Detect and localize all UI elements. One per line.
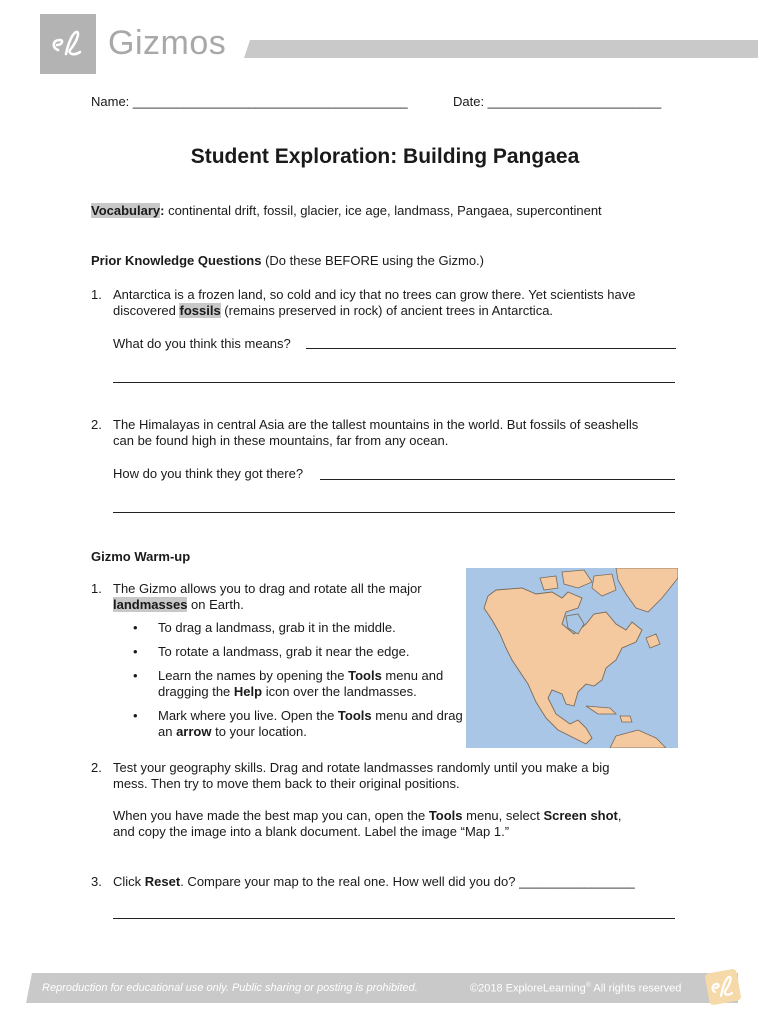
reset-ref: Reset (144, 874, 181, 889)
prior-knowledge-heading (91, 253, 484, 268)
el-logo-icon (48, 28, 88, 62)
warmup-q2-para2 (113, 808, 683, 840)
bullet-icon: • (133, 708, 138, 723)
prior-q1-line1: Antarctica is a frozen land, so cold and icy that no trees can grow there. Yet scientists have (113, 287, 636, 302)
arrow-ref: arrow (176, 724, 212, 739)
north-america-map (466, 568, 678, 748)
q3-post: . Compare your map to the real one. How well did you do? ________________ (180, 874, 635, 889)
warmup-q1-line1: The Gizmo allows you to drag and rotate all the major (113, 581, 422, 596)
fossils-term: fossils (179, 303, 221, 318)
q3-pre: Click (113, 874, 145, 889)
prior-q2-number: 2. (91, 417, 102, 432)
q2-p2-pre: When you have made the best map you can, open the (113, 808, 429, 823)
footer-disclaimer: Reproduction for educational use only. Public sharing or posting is prohibited. (42, 982, 418, 994)
warmup-q1-number: 1. (91, 581, 102, 596)
footer-copyright (470, 982, 681, 995)
prior-q2-answer-line[interactable] (320, 479, 675, 480)
warmup-q3-text (113, 874, 683, 890)
date-field: Date: ________________________ (453, 94, 662, 109)
bullet-icon: • (133, 620, 138, 635)
prior-q1-answer-line-2[interactable] (113, 382, 675, 383)
bullet-icon: • (133, 644, 138, 659)
warmup-bullet-list (113, 620, 473, 748)
bullet-text-drag: To drag a landmass, grab it in the middle. (158, 620, 396, 635)
screen-shot-ref: Screen shot (543, 808, 618, 823)
warmup-q1-line2-post: on Earth. (187, 597, 244, 612)
warmup-q2-para2-line2: and copy the image into a blank document. Label the image “Map 1.” (113, 824, 510, 839)
list-item (113, 644, 473, 660)
el-corner-logo-icon (702, 966, 744, 1008)
warmup-q2-number: 2. (91, 760, 102, 775)
vocabulary-terms: continental drift, fossil, glacier, ice age, landmass, Pangaea, supercontinent (164, 203, 602, 218)
bullet-text-mark-post: to your location. (211, 724, 307, 739)
registered-mark: ® (585, 982, 591, 989)
rights-text: All rights reserved (590, 982, 682, 995)
warmup-q3-answer-line[interactable] (113, 918, 675, 919)
bullet-text-mark-pre: Mark where you live. Open the (158, 708, 338, 723)
bullet-text-learn-pre: Learn the names by opening the (158, 668, 349, 683)
warmup-q2-line2: mess. Then try to move them back to their original positions. (113, 776, 460, 791)
warmup-q2-text (113, 760, 683, 792)
q2-p2-comma: , (617, 808, 622, 823)
prior-q1-line2-pre: discovered (113, 303, 180, 318)
prior-heading-note: (Do these BEFORE using the Gizmo.) (261, 253, 484, 268)
prior-q2-line2: can be found high in these mountains, far from any ocean. (113, 433, 449, 448)
page-title: Student Exploration: Building Pangaea (190, 145, 580, 168)
bullet-text-learn-post: icon over the landmasses. (262, 684, 417, 699)
warmup-q1-line2 (113, 597, 458, 613)
landmasses-term: landmasses (113, 597, 188, 612)
map-svg (466, 568, 678, 748)
prior-q1-text (113, 287, 683, 319)
list-item (113, 708, 473, 740)
bullet-text-rotate: To rotate a landmass, grab it near the edge. (158, 644, 410, 659)
gizmos-logo (40, 14, 96, 74)
prior-q1-line2 (113, 303, 683, 319)
vocabulary-colon: : (160, 203, 165, 218)
bullet-text-mark-mid: menu and drag an (158, 708, 463, 739)
prior-q1-line2-post: (remains preserved in rock) of ancient trees in Antarctica. (220, 303, 554, 318)
name-field: Name: ______________________________________ (91, 94, 408, 109)
warmup-q1-text (113, 581, 458, 613)
warmup-q3-number: 3. (91, 874, 102, 889)
list-item (113, 620, 473, 636)
prior-q2-text (113, 417, 683, 449)
brand-name: Gizmos (108, 24, 227, 62)
tools-menu-ref: Tools (428, 808, 463, 823)
q2-p2-mid: menu, select (462, 808, 544, 823)
prior-q2-answer-line-2[interactable] (113, 512, 675, 513)
prior-q1-prompt: What do you think this means? (113, 336, 291, 351)
tools-menu-ref: Tools (337, 708, 372, 723)
prior-q2-prompt: How do you think they got there? (113, 466, 304, 481)
header-bar (244, 40, 758, 58)
prior-q2-line1: The Himalayas in central Asia are the tallest mountains in the world. But fossils of seashells (113, 417, 639, 432)
bullet-icon: • (133, 668, 138, 683)
vocabulary-line (91, 203, 602, 218)
vocabulary-label: Vocabulary (91, 203, 161, 218)
tools-menu-ref: Tools (348, 668, 382, 683)
prior-q1-answer-line[interactable] (306, 348, 676, 349)
warmup-heading: Gizmo Warm-up (91, 549, 191, 564)
copyright-text: ©2018 ExploreLearning (470, 982, 586, 995)
prior-heading-text: Prior Knowledge Questions (91, 253, 262, 268)
warmup-q2-line1: Test your geography skills. Drag and rotate landmasses randomly until you make a big (113, 760, 610, 775)
list-item (113, 668, 473, 700)
help-icon-ref: Help (233, 684, 263, 699)
prior-q1-number: 1. (91, 287, 102, 302)
bullet-text-learn-mid: menu and dragging the (158, 668, 444, 699)
warmup-q2-para2-line1 (113, 808, 683, 824)
